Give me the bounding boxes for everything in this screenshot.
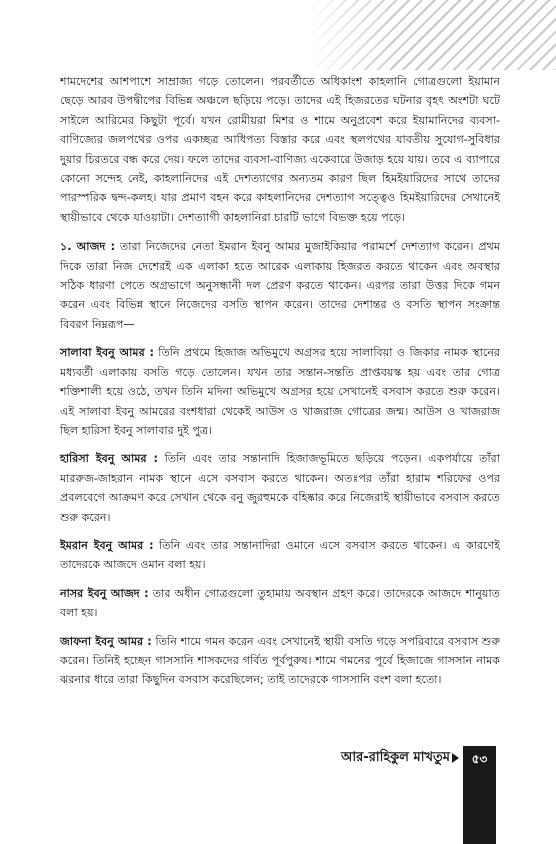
paragraph-text: শামদেশের আশপাশে সাম্রাজ্য গড়ে তোলেন। পরবর্তীতে অধিকাংশ কাহলানি গোত্রগুলো ইয়ামান ছেড়ে আরব উপদ্বীপের বিভিন্ন অঞ্চলে ছড়িয়ে পড়ে। তাদের এই হিজরতের ঘটনার বৃহৎ অংশটা ঘটে সাইলে আরিমের কিছুটা পূর্বে। যখন রোমীয়রা মিশর ও শামে অনুপ্রবেশ করে ইয়ামানিদের ব্যবসা-বাণিজ্যের জলপথের ওপর একচ্ছত্র আধিপত্য বিস্তার করে এবং স্থলপথের যাবতীয় সুযোগ-সুবিধার দুয়ার চিরতরে বন্ধ করে দেয়। ফলে তাদের ব্যবসা-বাণিজ্য একেবারে উজাড় হয়ে যায়। তবে এ ব্যাপারে কোনো সন্দেহ নেই, কাহলানিদের এই দেশত্যাগের অন্যতম কারণ ছিল হিমইয়ারিদের সাথে তাদের পারস্পরিক দ্বন্দ-কলহ। যার প্রমাণ বহন করে কাহলানিদের দেশত্যাগ সত্ত্বেও হিমইয়ারিদের সেখানেই স্থায়ীভাবে থেকে যাওয়াটা। দেশত্যাগী কাহলানিরা চারটি ভাগে বিভক্ত হয়ে পড়ে।: [60, 75, 500, 224]
paragraph-salaba: [60, 343, 500, 440]
paragraph-nasr: [60, 584, 500, 623]
paragraph-harisa: [60, 449, 500, 527]
paragraph-jafna: [60, 632, 500, 690]
paragraph-text: তারা নিজেদের নেতা ইমরান ইবনু আমর মুজাইকিয়ার পরামর্শে দেশত্যাগ করেন। প্রথম দিকে তারা নিজ দেশেরই এক এলাকা হতে আরেক এলাকায় হিজরত করতে থাকেন এবং অবস্থার সঠিক ধারণা পেতে অগ্রভাগে অনুসন্ধানী দল প্রেরণ করতে থাকেন। এরপর তারা উত্তর দিকে গমন করেন এবং বিভিন্ন স্থানে নিজেদের বসতি স্থাপন করেন। তাদের দেশান্তর ও বসতি স্থাপন সংক্রান্ত বিবরণ নিম্নরূপ—: [60, 240, 500, 331]
paragraph-lead: সালাবা ইবনু আমর :: [60, 346, 154, 360]
paragraph-text: তার অধীন গোত্রগুলো তুহামায় অবস্থান গ্রহণ করে। তাদেরকে আজদে শানুয়াত বলা হয়।: [60, 586, 500, 620]
paragraph-lead: নাসর ইবনু আজদ :: [60, 586, 149, 600]
footer-book-title: আর-রাহিকুল মাখতুম: [341, 750, 450, 765]
paragraph-lead: জাফনা ইবনু আমর :: [60, 634, 152, 648]
paragraph-text: তিনি এবং তার সন্তানাদি হিজাজভূমিতে ছড়িয়ে পড়েন। একপর্যায়ে তাঁরা মাররুজ-জাহরান নামক স্থানে এসে বসবাস করতে থাকেন। অতঃপর তাঁরা হারাম শরিফের ওপর প্রবলবেগে আক্রমণ করে সেখান থেকে বনু জুরহুমকে বহিষ্কার করে নিজেরাই স্থায়ীভাবে বসবাস করতে শুরু করেন।: [60, 452, 500, 524]
page-number-tab: [463, 746, 496, 844]
page-number: ৫৩: [471, 752, 488, 766]
paragraph-text: তিনি প্রথমে হিজাজ অভিমুখে অগ্রসর হয়ে সালাবিয়া ও জিকার নামক স্থানের মধ্যবর্তী এলাকায় বসতি গড়ে তোলেন। যখন তার সন্তান-সন্ততি প্রাপ্তবয়স্ক হয় এবং তার গোত্র শক্তিশালী হয়ে ওঠে, তখন তিনি মদিনা অভিমুখে অগ্রসর হয়ে সেখানেই বসবাস করতে শুরু করেন। এই সালাবা ইবনু আমরের বংশধারা থেকেই আউস ও খাজরাজ গোত্রের জন্ম। আউস ও খাজরাজ ছিল হারিসা ইবনু সালাবার দুই পুত্র।: [60, 346, 500, 437]
decorative-hatch-pattern: [306, 0, 556, 70]
triangle-right-icon: [452, 753, 459, 763]
page-body: [60, 72, 500, 699]
paragraph-lead: ইমরান ইবনু আমর :: [60, 538, 154, 552]
paragraph-intro: [60, 72, 500, 227]
paragraph-imran: [60, 536, 500, 575]
paragraph-azd: [60, 237, 500, 334]
paragraph-text: তিনি এবং তার সন্তানাদিরা ওমানে এসে বসবাস করতে থাকেন। এ কারণেই তাদেরকে আজদে ওমান বলা হয়।: [60, 538, 500, 572]
paragraph-lead: হারিসা ইবনু আমর :: [60, 452, 158, 466]
paragraph-text: তিনি শামে গমন করেন এবং সেখানেই স্থায়ী বসতি গড়ে সপরিবারে বসবাস শুরু করেন। তিনিই হচ্ছেন গাসসানি শাসকদের গর্বিত পূর্বপুরুষ। শামে গমনের পূর্বে হিজাজে গাসসান নামক ঝরনার ধারে তারা কিছুদিন বসবাস করেছিলেন; তাই তাদেরকে গাসসানি বংশ বলা হতো।: [60, 634, 500, 687]
paragraph-lead: ১. আজদ :: [60, 240, 116, 254]
